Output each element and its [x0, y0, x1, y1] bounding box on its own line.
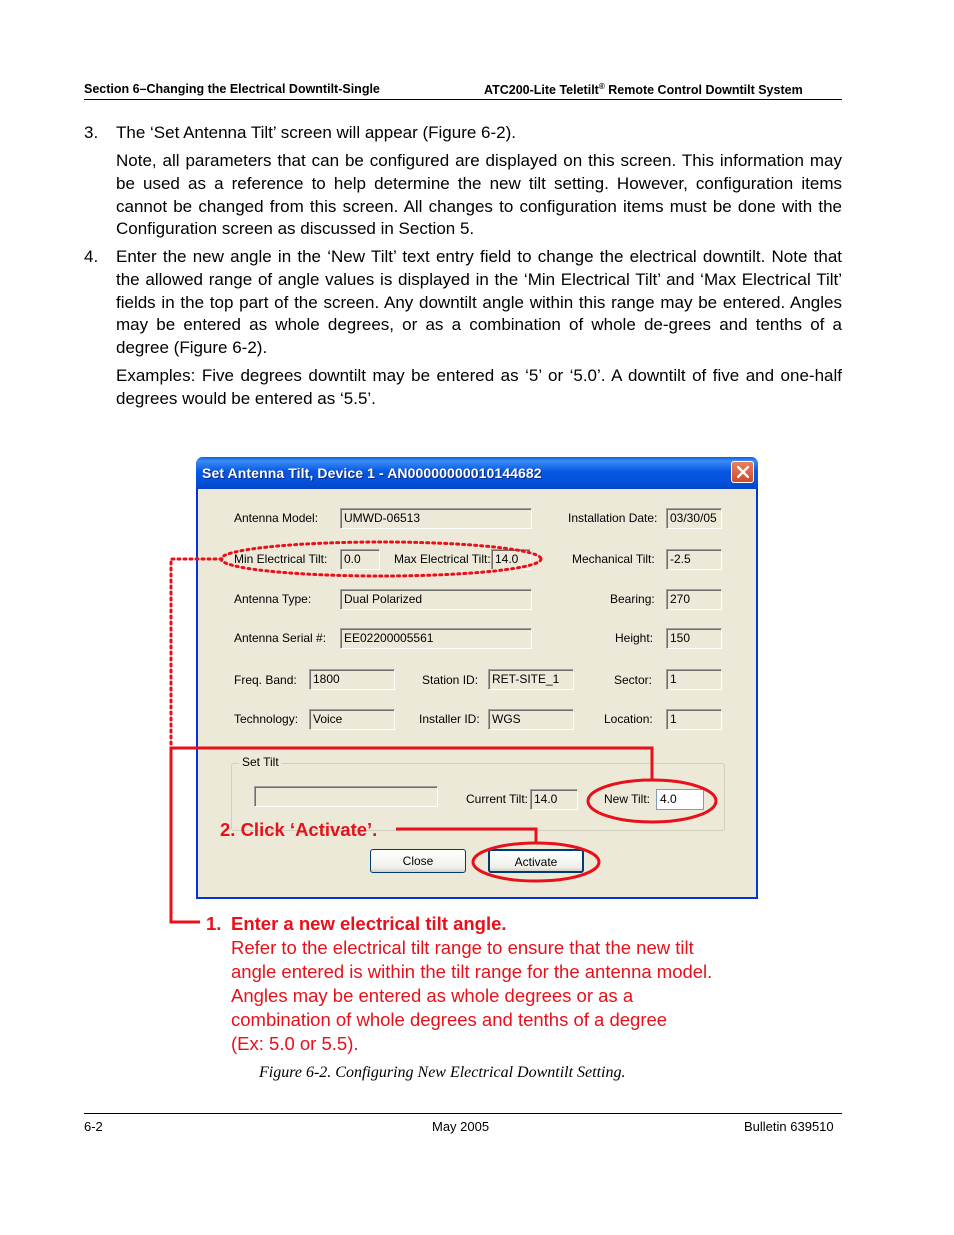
- antenna-serial-field[interactable]: EE02200005561: [340, 628, 532, 649]
- activate-connector: [396, 829, 536, 843]
- antenna-type-field[interactable]: Dual Polarized: [340, 589, 532, 610]
- footer-page-number: 6-2: [84, 1119, 103, 1134]
- dialog-title: Set Antenna Tilt, Device 1 - AN00000000010144682: [202, 465, 542, 481]
- mechanical-tilt-field[interactable]: -2.5: [666, 549, 722, 570]
- sector-label: Sector:: [614, 673, 653, 687]
- min-electrical-tilt-label: Min Electrical Tilt:: [234, 552, 328, 566]
- max-electrical-tilt-field[interactable]: 14.0: [491, 549, 531, 570]
- station-id-label: Station ID:: [422, 673, 479, 687]
- enter-tilt-line-3: Angles may be entered as whole degrees or as a: [231, 985, 634, 1006]
- installation-date-label: Installation Date:: [568, 511, 658, 525]
- step-4-instructions: Enter the new angle in the ‘New Tilt’ text entry field to change the electrical downtilt. Note that the allowed range of angle values is displayed in the ‘Min Electrical Tilt’ and ‘Max Electrical Tilt’ fields in the top part of the screen. Any downtilt angle within this range may be entered. Angles may be entered as whole degrees, or as a combination of whole de-grees and tenths of a degree (Figure 6-2).: [116, 247, 842, 358]
- antenna-model-field[interactable]: UMWD-06513: [340, 508, 532, 529]
- enter-tilt-line-1: Refer to the electrical tilt range to ensure that the new tilt: [231, 937, 694, 958]
- tilt-range-highlight: [221, 542, 541, 576]
- height-field[interactable]: 150: [666, 628, 722, 649]
- min-electrical-tilt-field[interactable]: 0.0: [340, 549, 380, 570]
- freq-band-field[interactable]: 1800: [309, 669, 395, 690]
- bearing-label: Bearing:: [610, 592, 655, 606]
- enter-tilt-line-5: (Ex: 5.0 or 5.5).: [231, 1033, 359, 1054]
- footer-rule: [84, 1113, 842, 1114]
- station-id-field[interactable]: RET-SITE_1: [488, 669, 574, 690]
- antenna-model-label: Antenna Model:: [234, 511, 319, 525]
- click-activate-callout: 2. Click ‘Activate’.: [220, 819, 378, 840]
- set-tilt-group-title: Set Tilt: [239, 755, 282, 769]
- location-label: Location:: [604, 712, 653, 726]
- figure-caption: Figure 6-2. Configuring New Electrical Downtilt Setting.: [259, 1064, 626, 1081]
- enter-tilt-heading: Enter a new electrical tilt angle.: [231, 913, 507, 934]
- activate-button[interactable]: Activate: [488, 849, 584, 873]
- close-button[interactable]: Close: [370, 849, 466, 873]
- sector-field[interactable]: 1: [666, 669, 722, 690]
- tilt-range-connector: [171, 559, 222, 748]
- header-product-rest: Remote Control Downtilt System: [604, 83, 803, 98]
- location-field[interactable]: 1: [666, 709, 722, 730]
- enter-tilt-number: 1.: [206, 913, 222, 934]
- footer-date: May 2005: [432, 1119, 490, 1134]
- footer-bulletin: Bulletin 639510: [744, 1119, 834, 1134]
- step-4-number: 4.: [84, 247, 99, 266]
- header-product-main: ATC200-Lite Teletilt: [484, 83, 599, 98]
- header-registered-mark: ®: [598, 82, 605, 91]
- installer-id-label: Installer ID:: [419, 712, 480, 726]
- step-3-intro: The ‘Set Antenna Tilt’ screen will appear (Figure 6-2).: [116, 123, 517, 142]
- new-tilt-highlight: [588, 780, 716, 822]
- antenna-type-label: Antenna Type:: [234, 592, 312, 606]
- step-3-note: Note, all parameters that can be configured are displayed on this screen. This information may be used as a reference to help determine the new tilt setting. However, configuration items cannot be changed from this screen. All changes to configuration items must be done with the Configuration screen as discussed in Section 5.: [116, 151, 842, 239]
- mechanical-tilt-label: Mechanical Tilt:: [572, 552, 655, 566]
- step-4-examples: Examples: Five degrees downtilt may be entered as ‘5’ or ‘5.0’. A downtilt of five and one-half degrees would be entered as ‘5.5’.: [116, 366, 842, 408]
- new-tilt-input[interactable]: 4.0: [656, 789, 704, 810]
- enter-tilt-line-4: combination of whole degrees and tenths of a degree: [231, 1009, 668, 1030]
- installer-id-field[interactable]: WGS: [488, 709, 574, 730]
- activate-highlight: [473, 843, 599, 881]
- height-label: Height:: [615, 631, 654, 645]
- installation-date-field[interactable]: 03/30/05: [666, 508, 722, 529]
- technology-field[interactable]: Voice: [309, 709, 395, 730]
- current-tilt-field[interactable]: 14.0: [530, 789, 578, 810]
- max-electrical-tilt-label: Max Electrical Tilt:: [394, 552, 491, 566]
- bearing-field[interactable]: 270: [666, 589, 722, 610]
- header-section-title: Section 6–Changing the Electrical Downtilt-Single: [84, 82, 380, 96]
- technology-label: Technology:: [234, 712, 299, 726]
- enter-tilt-line-2: angle entered is within the tilt range for the antenna model.: [231, 961, 713, 982]
- antenna-serial-label: Antenna Serial #:: [234, 631, 327, 645]
- step-3-number: 3.: [84, 123, 99, 142]
- new-tilt-label: New Tilt:: [604, 792, 651, 806]
- current-tilt-label: Current Tilt:: [466, 792, 529, 806]
- freq-band-label: Freq. Band:: [234, 673, 297, 687]
